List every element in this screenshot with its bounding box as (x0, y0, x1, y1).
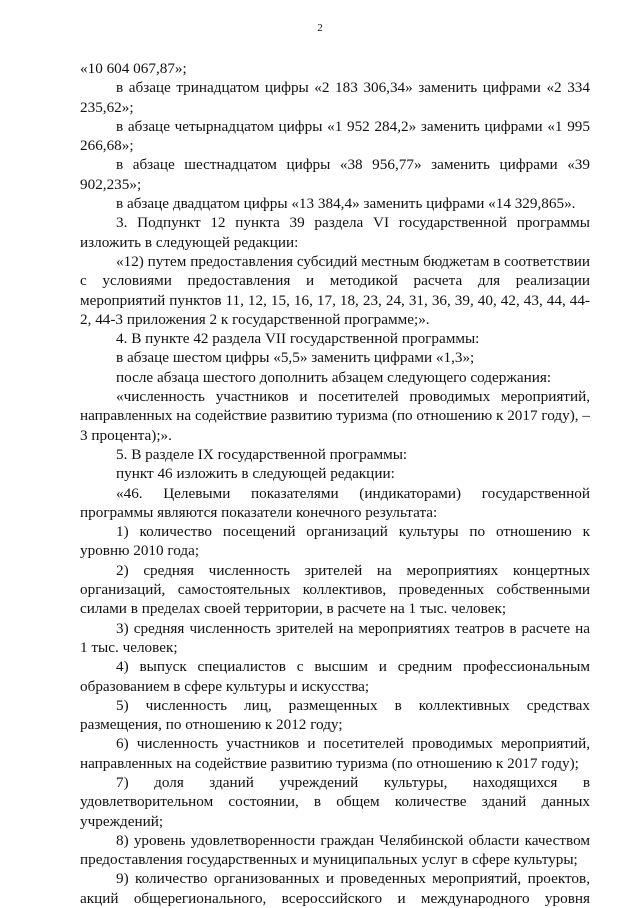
paragraph: в абзаце шестом цифры «5,5» заменить цифрами «1,3»; (116, 349, 475, 367)
paragraph: 7) доля зданий учреждений культуры, находящихся в удовлетворительном состоянии, в общем количестве зданий данных учреждений; (80, 773, 590, 830)
paragraph: 3. Подпункт 12 пункта 39 раздела VI государственной программы изложить в следующей редакции: (80, 214, 590, 251)
paragraph: 5. В разделе IX государственной программы: (116, 445, 408, 463)
paragraph: «численность участников и посетителей проводимых мероприятий, направленных на содействие развитию туризма (по отношению к 2017 году), – 3 процента);». (80, 388, 590, 444)
paragraph: «46. Целевыми показателями (индикаторами) государственной программы являются показатели конечного результата: (80, 484, 590, 521)
paragraph: 2) средняя численность зрителей на мероприятиях концертных организаций, самостоятельных коллективов, проведенных собственными силами в пределах своей территории, в расчете на 1 тыс. человек; (80, 561, 590, 618)
paragraph: в абзаце двадцатом цифры «13 384,4» заменить цифрами «14 329,865». (116, 195, 576, 213)
document-body (80, 59, 590, 908)
paragraph: 1) количество посещений организаций культуры по отношению к уровню 2010 года; (80, 523, 590, 560)
page-number: 2 (317, 22, 323, 34)
paragraph: в абзаце четырнадцатом цифры «1 952 284,2» заменить цифрами «1 995 266,68»; (80, 117, 590, 155)
paragraph: пункт 46 изложить в следующей редакции: (116, 465, 395, 483)
paragraph: 6) численность участников и посетителей проводимых мероприятий, направленных на содействие развитию туризма (по отношению к 2017 году); (80, 735, 590, 772)
paragraph: после абзаца шестого дополнить абзацем следующего содержания: (116, 368, 552, 386)
paragraph: 5) численность лиц, размещенных в коллективных средствах размещения, по отношению к 2012 году; (80, 696, 590, 734)
paragraph: 9) количество организованных и проведенных мероприятий, проектов, акций общерегионального, всероссийского и международного уровня (80, 870, 590, 907)
paragraph: 3) средняя численность зрителей на мероприятиях театров в расчете на 1 тыс. человек; (80, 619, 590, 656)
paragraph: в абзаце тринадцатом цифры «2 183 306,34» заменить цифрами «2 334 235,62»; (80, 79, 590, 116)
paragraph: «10 604 067,87»; (80, 60, 187, 77)
paragraph: «12) путем предоставления субсидий местным бюджетам в соответствии с условиями предоставления и методикой расчета для реализации мероприятий пунктов 11, 12, 15, 16, 17, 18, 23, 24, 31, 36, 39, 40, 42, 43, 44, 44-2, 44-3 приложения 2 к государственной программе;». (80, 252, 590, 328)
paragraph: 8) уровень удовлетворенности граждан Челябинской области качеством предоставления государственных и муниципальных услуг в сфере культуры; (80, 831, 590, 869)
paragraph: в абзаце шестнадцатом цифры «38 956,77» заменить цифрами «39 902,235»; (80, 156, 590, 193)
paragraph: 4. В пункте 42 раздела VII государственной программы: (116, 330, 480, 348)
paragraph: 4) выпуск специалистов с высшим и средним профессиональным образованием в сфере культуры и искусства; (80, 658, 590, 695)
